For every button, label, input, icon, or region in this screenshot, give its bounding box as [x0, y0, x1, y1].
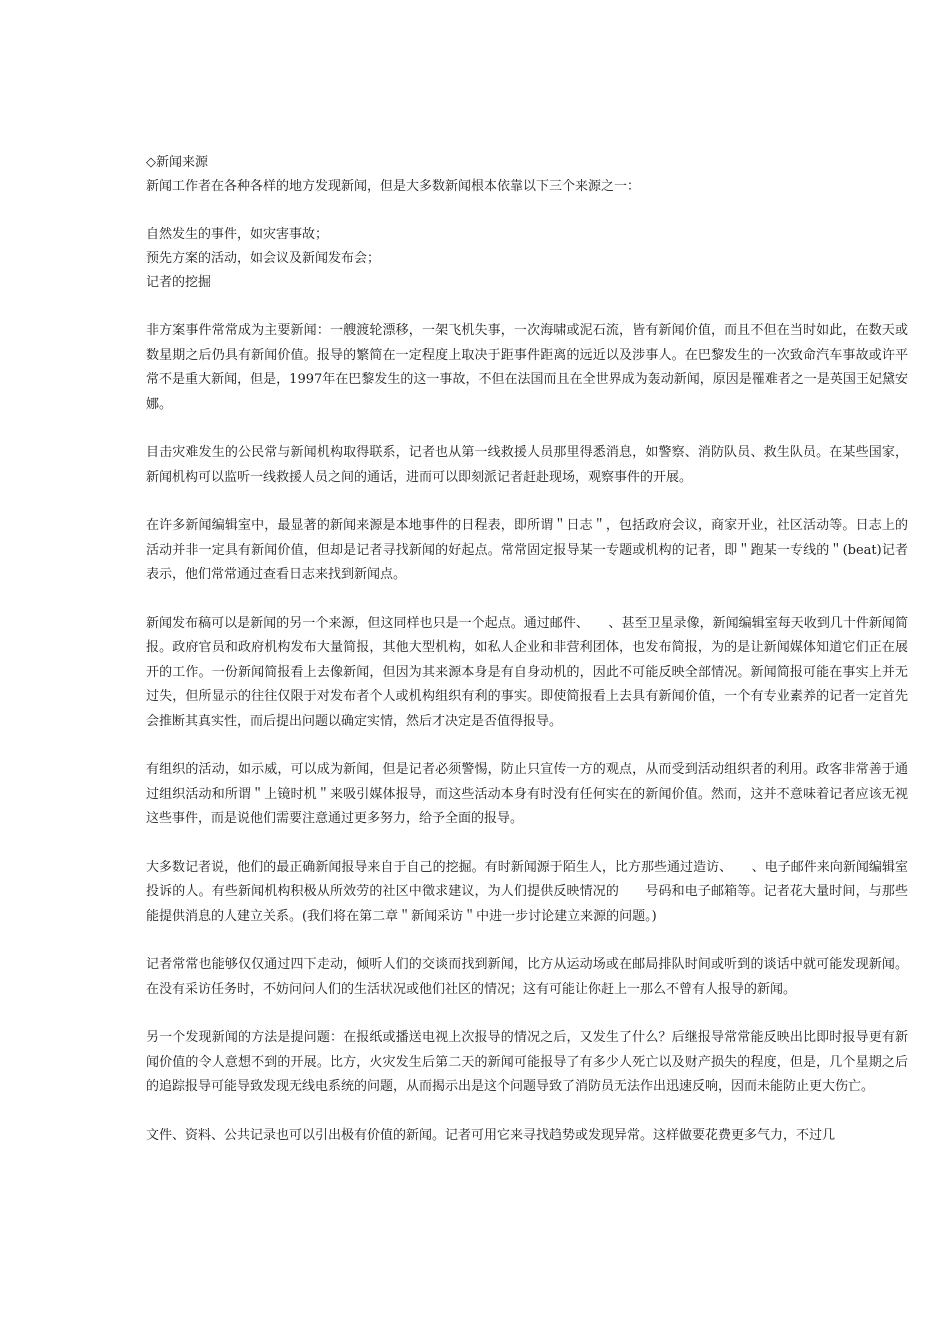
source-item-natural-events: 自然发生的事件，如灾害事故；	[146, 227, 329, 242]
spacer	[146, 417, 908, 441]
paragraph-organized-events: 有组织的活动，如示威，可以成为新闻，但是记者必须警惕，防止只宣传一方的观点，从而受到活动组织者的利用。政客非常善于通过组织活动和所谓＂上镜时机＂来吸引媒体报导，而这些活动本身有时没有任何实在的新闻价值。然而，这并不意味着记者应该无视这些事件，而是说他们需要注意通过更多努力，给予全面的报导。	[146, 762, 908, 826]
paragraph-asking-questions: 另一个发现新闻的方法是提问题：在报纸或播送电视上次报导的情况之后，又发生了什么？后继报导常常能反映出比即时报导更有新闻价值的令人意想不到的开展。比方，火灾发生后第二天的新闻可能报导了有多少人死亡以及财产损失的程度，但是，几个星期之后的追踪报导可能导致发现无线电系统的问题，从而揭示出是这个问题导致了消防员无法作出迅速反响，因而未能防止更大伤亡。	[146, 1030, 908, 1094]
paragraph-press-releases: 新闻发布稿可以是新闻的另一个来源，但这同样也只是一个起点。通过邮件、 、甚至卫星录像，新闻编辑室每天收到几十件新闻简报。政府官员和政府机构发布大量简报，其他大型机构，如私人企业和非营利团体，也发布简报，为的是让新闻媒体知道它们正在展开的工作。一份新闻简报看上去像新闻，但因为其来源本身是有自身动机的，因此不可能反映全部情况。新闻简报可能在事实上并无过失，但所显示的往往仅限于对发布者个人或机构组织有利的事实。即使简报看上去具有新闻价值，一个有专业素养的记者一定首先会推断其真实性，而后提出问题以确定实情，然后才决定是否值得报导。	[146, 615, 908, 729]
source-item-planned-activities: 预先方案的活动，如会议及新闻发布会；	[146, 251, 381, 266]
spacer	[146, 295, 908, 319]
spacer	[146, 1002, 908, 1026]
paragraph-documents-records: 文件、资料、公共记录也可以引出极有价值的新闻。记者可用它来寻找趋势或发现异常。这样做要花费更多气力，不过几	[146, 1127, 836, 1143]
paragraph-own-digging: 大多数记者说，他们的最正确新闻报导来自于自己的挖掘。有时新闻源于陌生人，比方那些通过造访、 、电子邮件来向新闻编辑室投诉的人。有些新闻机构积极从所效劳的社区中徵求建议，为人们提供反映情况的 号码和电子邮箱等。记者花大量时间，与那些能提供消息的人建立关系。(我们将在第二章＂新闻采访＂中进一步讨论建立来源的问题。)	[146, 859, 908, 924]
spacer	[146, 1100, 908, 1124]
spacer	[146, 734, 908, 758]
spacer	[146, 490, 908, 514]
document-body	[146, 151, 908, 1148]
spacer	[146, 588, 908, 612]
section-heading: ◇新闻来源	[146, 155, 208, 170]
paragraph-unplanned-events: 非方案事件常常成为主要新闻：一艘渡轮漂移，一架飞机失事，一次海啸或泥石流，皆有新闻价值，而且不但在当时如此，在数天或数星期之后仍具有新闻价值。报导的繁简在一定程度上取决于距事件距离的远近以及涉事人。在巴黎发生的一次致命汽车事故或许平常不是重大新闻，但是，1997年在巴黎发生的这一事故，不但在法国而且在全世界成为轰动新闻，原因是罹难者之一是英国王妃黛安娜。	[146, 323, 908, 412]
paragraph-witness-citizens: 目击灾难发生的公民常与新闻机构取得联系，记者也从第一线救援人员那里得悉消息，如警察、消防队员、救生队员。在某些国家，新闻机构可以监听一线救援人员之间的通话，进而可以即刻派记者赶赴现场，观察事件的开展。	[146, 445, 908, 485]
spacer	[146, 929, 908, 953]
intro-line: 新闻工作者在各种各样的地方发现新闻，但是大多数新闻根本依靠以下三个来源之一：	[146, 179, 641, 194]
spacer	[146, 832, 908, 856]
spacer	[146, 199, 908, 223]
source-item-reporter-digging: 记者的挖掘	[146, 275, 212, 290]
paragraph-walking-around: 记者常常也能够仅仅通过四下走动，倾听人们的交谈而找到新闻，比方从运动场或在邮局排队时间或听到的谈话中就可能发现新闻。在没有采访任务时，不妨问问人们的生活状况或他们社区的情况；这有可能让你赶上一那么不曾有人报导的新闻。	[146, 957, 908, 997]
paragraph-daybook: 在许多新闻编辑室中，最显著的新闻来源是本地事件的日程表，即所谓＂日志＂，包括政府会议，商家开业，社区活动等。日志上的活动并非一定具有新闻价值，但却是记者寻找新闻的好起点。常常固定报导某一专题或机构的记者，即＂跑某一专线的＂(beat)记者表示，他们常常通过查看日志来找到新闻点。	[146, 518, 908, 582]
